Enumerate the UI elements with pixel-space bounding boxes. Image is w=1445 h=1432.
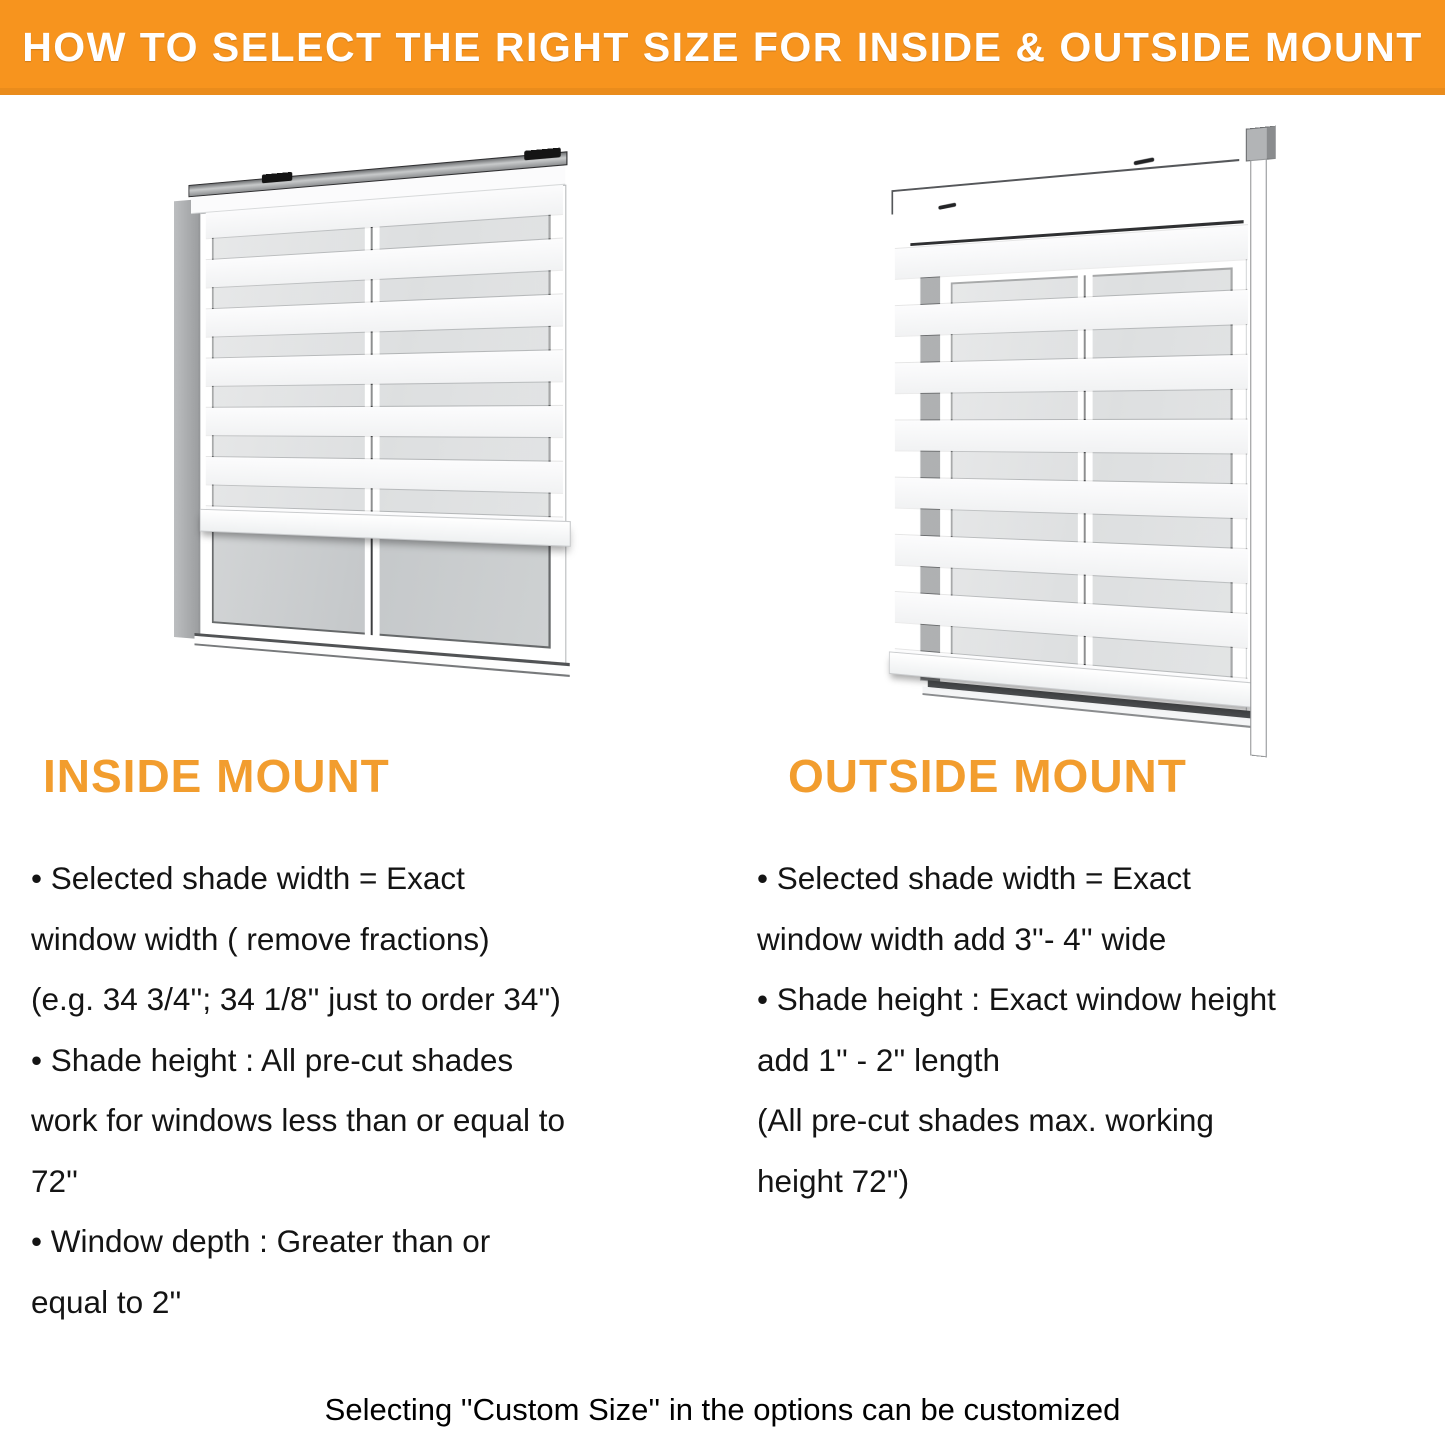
inside-mount-scene [174, 149, 568, 693]
shade-bottom-bar [889, 651, 1256, 708]
shade-headrail [910, 220, 1243, 246]
inside-mount-heading: INSIDE MOUNT [43, 750, 390, 802]
instruction-line: • Shade height : All pre-cut shades [31, 1041, 514, 1078]
page-title: HOW TO SELECT THE RIGHT SIZE FOR INSIDE & OUTSIDE MOUNT [22, 24, 1423, 70]
zebra-shade [895, 224, 1248, 707]
instruction-line: window width add 3''- 4'' wide [757, 920, 1167, 957]
window-sill [194, 633, 569, 677]
window-frame-shadow-edge [921, 274, 940, 682]
instruction-line: height 72'') [757, 1162, 910, 1199]
instruction-line: equal to 2'' [31, 1283, 182, 1320]
instruction-line: • Shade height : Exact window height [757, 981, 1276, 1017]
zebra-shade [206, 182, 563, 547]
mounting-clip [524, 148, 561, 161]
inside-mount-instructions [31, 848, 565, 1332]
wall-mark [938, 203, 956, 210]
shade-bottom-bar [200, 509, 571, 547]
mounting-clip [262, 172, 292, 183]
mullion-gap-line [1084, 275, 1086, 683]
window-glass [212, 198, 551, 649]
instruction-line: • Selected shade width = Exact [31, 860, 465, 896]
instruction-line: (e.g. 34 3/4''; 34 1/8'' just to order 34'') [31, 981, 561, 1017]
window-sill [923, 686, 1260, 728]
mullion-gap-line [370, 211, 372, 635]
outside-mount-section [757, 750, 1276, 1211]
instruction-line: (All pre-cut shades max. working [757, 1102, 1214, 1138]
window-mullion [364, 210, 379, 635]
inside-mount-window-illustration [174, 149, 568, 693]
custom-size-note: Selecting ''Custom Size'' in the options can be customized [324, 1392, 1121, 1427]
instruction-line: • Selected shade width = Exact [757, 860, 1191, 896]
zebra-shade-stripes [206, 182, 563, 521]
zebra-shade-stripes [895, 224, 1248, 682]
shade-cassette [191, 165, 565, 214]
outside-mount-scene [885, 124, 1288, 729]
window-frame [201, 186, 566, 665]
wall-outline [891, 159, 1239, 215]
outside-mount-heading: OUTSIDE MOUNT [788, 750, 1187, 802]
instruction-line: 72'' [31, 1162, 79, 1199]
instruction-line: window width ( remove fractions) [31, 920, 490, 957]
shade-headrail [188, 151, 567, 197]
window-jamb [174, 199, 201, 639]
instruction-line: • Window depth : Greater than or [31, 1223, 491, 1259]
shade-side-rail [1250, 159, 1267, 758]
mounting-bracket [1246, 126, 1276, 162]
instruction-line: add 1'' - 2'' length [757, 1041, 1000, 1078]
outside-mount-instructions [757, 848, 1276, 1211]
window-mullion [1078, 275, 1093, 684]
window-glass [951, 267, 1233, 696]
outside-mount-window-illustration [885, 124, 1288, 729]
instruction-line: work for windows less than or equal to [31, 1102, 566, 1138]
window-frame [921, 256, 1246, 710]
title-banner [0, 0, 1445, 95]
wall-mark [1134, 157, 1155, 165]
inside-mount-section [31, 750, 565, 1332]
window-sill-shadow [928, 680, 1255, 718]
